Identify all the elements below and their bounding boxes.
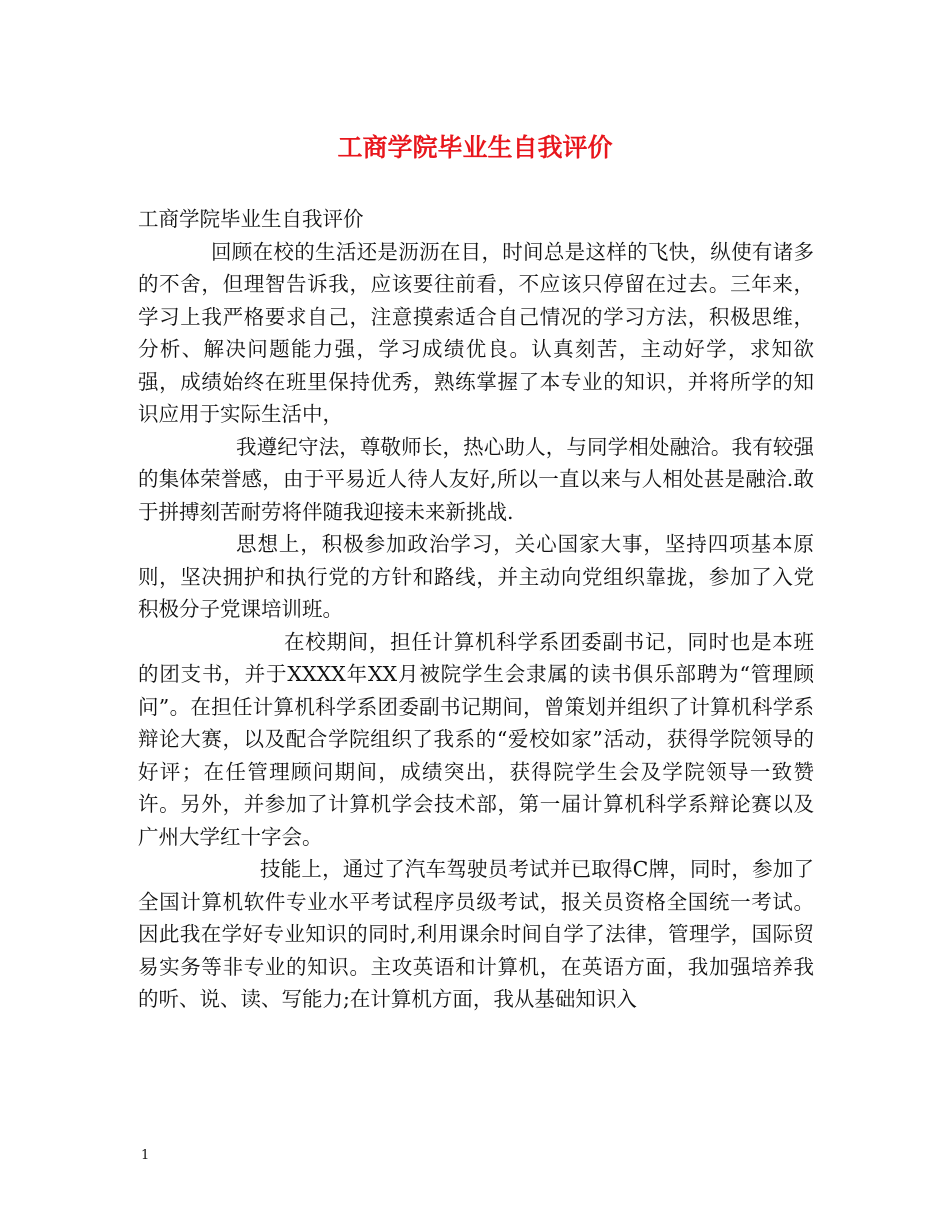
paragraph: 思想上，积极参加政治学习，关心国家大事，坚持四项基本原则，坚决拥护和执行党的方针和路线，并主动向党组织靠拢，参加了入党积极分子党课培训班。 — [138, 532, 814, 621]
document-title: 工商学院毕业生自我评价 — [337, 133, 613, 162]
document-subtitle: 工商学院毕业生自我评价 — [138, 207, 364, 231]
document-body — [138, 203, 814, 1016]
paragraph: 回顾在校的生活还是沥沥在目，时间总是这样的飞快，纵使有诸多的不舍，但理智告诉我，应该要往前看，不应该只停留在过去。三年来，学习上我严格要求自己，注意摸索适合自己情况的学习方法，积极思维，分析、解决问题能力强，学习成绩优良。认真刻苦，主动好学，求知欲强，成绩始终在班里保持优秀，熟练掌握了本专业的知识，并将所学的知识应用于实际生活中， — [138, 239, 814, 426]
paragraph: 我遵纪守法，尊敬师长，热心助人，与同学相处融洽。我有较强的集体荣誉感，由于平易近人待人友好,所以一直以来与人相处甚是融洽.敢于拼搏刻苦耐劳将伴随我迎接未来新挑战. — [138, 434, 814, 524]
paragraph: 技能上，通过了汽车驾驶员考试并已取得C牌，同时，参加了全国计算机软件专业水平考试程序员级考试，报关员资格全国统一考试。因此我在学好专业知识的同时,利用课余时间自学了法律，管理学，国际贸易实务等非专业的知识。主攻英语和计算机，在英语方面，我加强培养我的听、说、读、写能力;在计算机方面，我从基础知识入 — [138, 857, 814, 1011]
paragraph: 在校期间，担任计算机科学系团委副书记，同时也是本班的团支书，并于XXXX年XX月被院学生会隶属的读书俱乐部聘为“管理顾问”。在担任计算机科学系团委副书记期间，曾策划并组织了计算机科学系辩论大赛，以及配合学院组织了我系的“爱校如家”活动，获得学院领导的好评；在任管理顾问期间，成绩突出，获得院学生会及学院领导一致赞许。另外，并参加了计算机学会技术部，第一届计算机科学系辩论赛以及广州大学红十字会。 — [138, 629, 814, 849]
page-number: 1 — [141, 1148, 150, 1163]
